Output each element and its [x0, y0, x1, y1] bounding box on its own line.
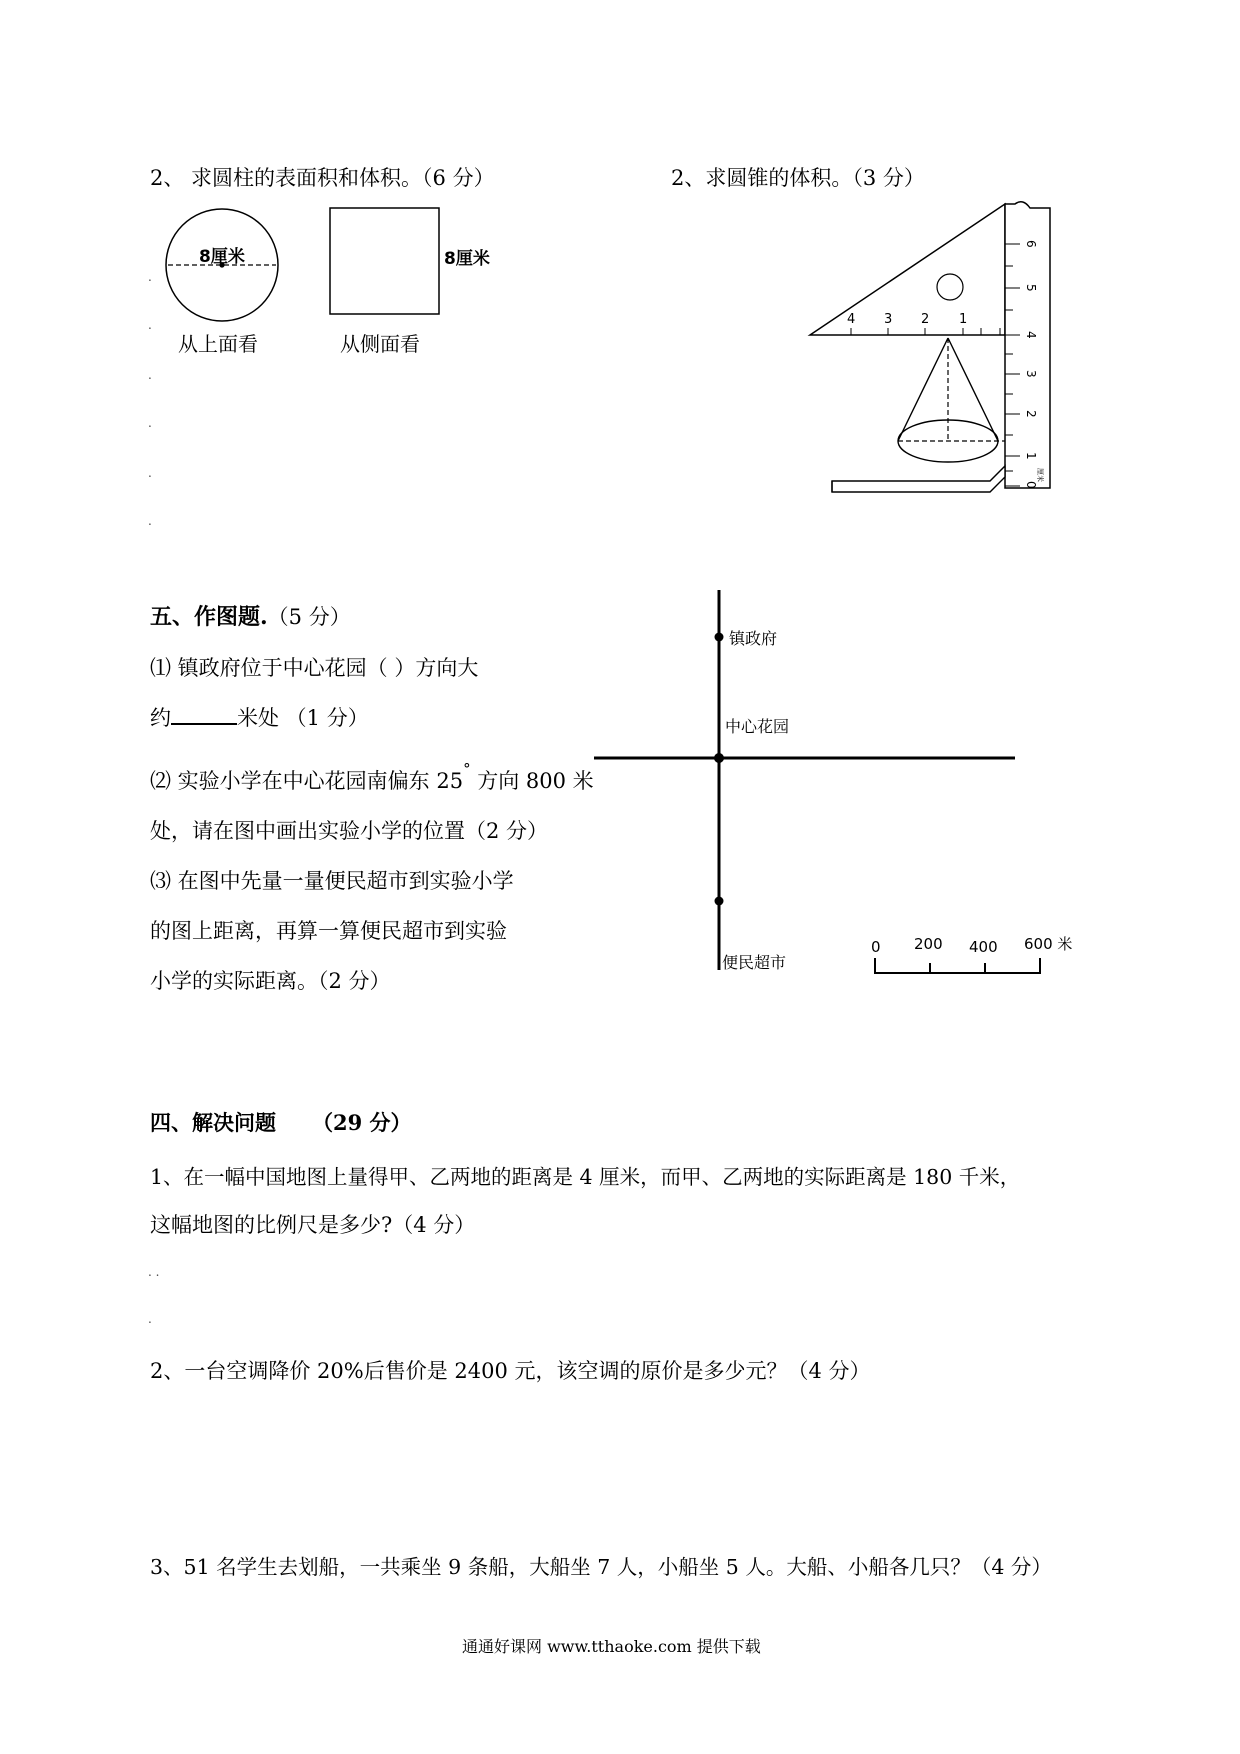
drawing-heading-title: 五、作图题.: [150, 604, 268, 630]
stray-dot: .: [148, 1312, 152, 1326]
stray-dot: .: [148, 368, 152, 382]
side-view-dimension: 8厘米: [444, 249, 490, 269]
triangle-tick-3: 3: [884, 312, 893, 327]
scale-bar: [871, 935, 1072, 974]
problem-1-line2: 这幅地图的比例尺是多少?（4 分）: [150, 1213, 476, 1237]
scale-tick-400: 400: [969, 938, 998, 956]
map-label-town-hall: 镇政府: [729, 629, 778, 648]
stray-dot: .: [148, 466, 152, 480]
problem-2: 2、一台空调降价 20%后售价是 2400 元，该空调的原价是多少元？（4 分）: [150, 1359, 871, 1383]
stray-dot: .: [148, 270, 152, 284]
stray-dot: .: [148, 318, 152, 332]
stray-dot: . .: [148, 1265, 160, 1279]
drawing-q2-line1: [150, 760, 594, 795]
problems-heading-title: 四、解决问题: [150, 1110, 276, 1135]
drawing-q3-line3: 小学的实际距离。（2 分）: [150, 969, 391, 993]
question-cone: 2、求圆锥的体积。（3 分）: [671, 166, 925, 190]
problem-1-line1: 1、在一幅中国地图上量得甲、乙两地的距离是 4 厘米，而甲、乙两地的实际距离是 180 千米，: [150, 1165, 1021, 1189]
top-view-label: 从上面看: [178, 332, 258, 356]
question-cylinder: 2、 求圆柱的表面积和体积。（6 分）: [150, 166, 495, 190]
drawing-q2-line2: 处，请在图中画出实验小学的位置（2 分）: [150, 819, 549, 843]
drawing-q2-suffix: 方向 800 米: [470, 769, 594, 793]
triangle-ticks: [847, 312, 1000, 335]
top-view-dimension: 8厘米: [199, 247, 245, 267]
ruler-tick-0: 0: [1024, 481, 1038, 489]
drawing-q1-line2: [150, 702, 369, 732]
drawing-heading-score: （5 分）: [267, 605, 351, 629]
problem-3: 3、51 名学生去划船，一共乘坐 9 条船，大船坐 7 人，小船坐 5 人。大船、小船各几只？（4 分）: [150, 1555, 1052, 1579]
map-label-supermarket: 便民超市: [722, 953, 787, 972]
ruler-tick-5: 5: [1024, 284, 1038, 292]
map-label-center-garden: 中心花园: [725, 717, 790, 736]
drawing-q1-line1: ⑴ 镇政府位于中心花园（ ）方向大: [150, 656, 479, 680]
supermarket-dot: [715, 897, 724, 906]
drawing-q2-prefix: ⑵ 实验小学在中心花园南偏东 25: [150, 769, 464, 793]
scale-tick-0: 0: [871, 938, 881, 956]
ruler-tick-4: 4: [1024, 331, 1038, 339]
degree-symbol: °: [463, 760, 471, 778]
scale-tick-200: 200: [914, 935, 943, 953]
triangle-tick-4: 4: [847, 312, 856, 327]
problems-heading-score: （29 分）: [312, 1110, 412, 1135]
ruler-tick-1: 1: [1024, 452, 1038, 460]
drawing-heading: [150, 600, 351, 631]
drawing-q1-suffix: 米处 （1 分）: [237, 706, 369, 730]
town-hall-dot: [715, 633, 724, 642]
problems-heading: [150, 1107, 412, 1137]
side-view-label: 从侧面看: [340, 332, 420, 356]
stray-dot: .: [148, 514, 152, 528]
ruler-tick-3: 3: [1024, 370, 1038, 378]
ruler-tick-2: 2: [1024, 410, 1038, 418]
drawing-q1-prefix: 约: [150, 706, 171, 730]
center-garden-dot: [714, 753, 724, 763]
scale-tick-600: 600 米: [1024, 935, 1073, 953]
drawing-q3-line1: ⑶ 在图中先量一量便民超市到实验小学: [150, 869, 514, 893]
stray-dot: .: [148, 416, 152, 430]
ruler-tick-6: 6: [1024, 240, 1038, 248]
triangle-tick-2: 2: [921, 312, 930, 327]
cone-measurement-figure: [805, 198, 1060, 498]
ruler-unit: 厘米: [1036, 468, 1044, 482]
triangle-tick-1: 1: [959, 312, 968, 327]
map-figure: [590, 585, 1090, 1005]
distance-blank[interactable]: [171, 705, 237, 725]
cylinder-side-view: [329, 207, 441, 317]
drawing-q3-line2: 的图上距离，再算一算便民超市到实验: [150, 919, 507, 943]
footer-source: 通通好课网 www.tthaoke.com 提供下载: [462, 1637, 761, 1656]
